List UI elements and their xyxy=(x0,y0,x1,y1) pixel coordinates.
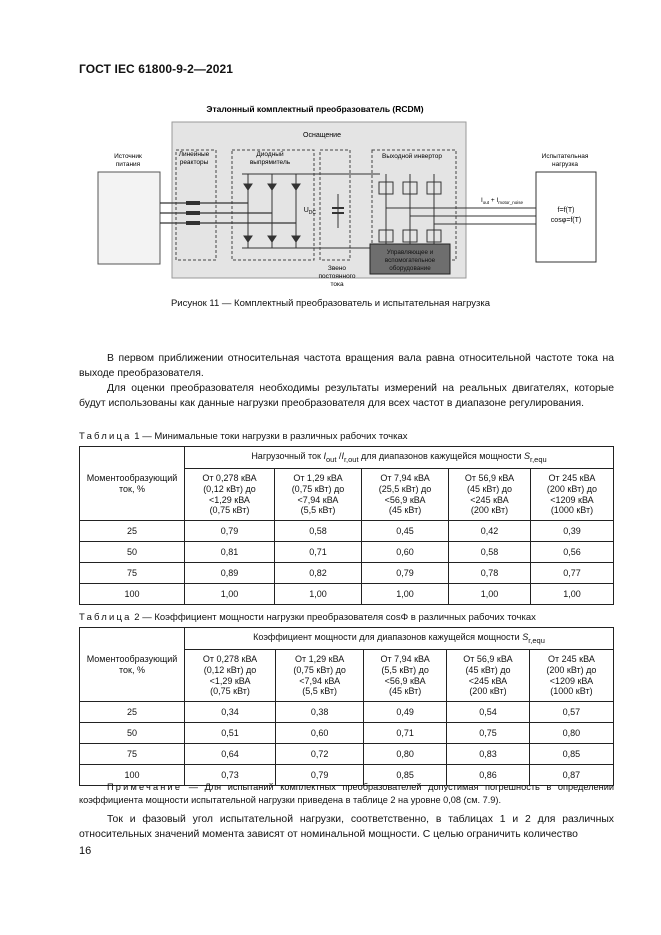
page-number: 16 xyxy=(79,845,92,857)
control-label-2: вспомогательное xyxy=(384,257,436,264)
paragraph-1: В первом приближении относительная частота вращения вала равна относительной частоте тока на выходе преобразователя. xyxy=(79,353,614,380)
iout-label: $I_{out} + I_{motor\_noise}$ xyxy=(480,197,524,205)
output-inverter-label: Выходной инвертор xyxy=(382,153,442,160)
dc-link-label-2: постоянного xyxy=(318,273,356,280)
table-row: 25 0,34 0,38 0,49 0,54 0,57 xyxy=(80,702,614,723)
line-reactors-label-2: реакторы xyxy=(179,159,209,166)
group-header: Коэффициент мощности для диапазонов кажущейся мощности $S_{r,equ}$ xyxy=(185,628,614,650)
table-row: 75 0,89 0,82 0,79 0,78 0,77 xyxy=(80,563,614,584)
table-2-caption: Таблица 2 — Коэффициент мощности нагрузки преобразователя cosΦ в различных рабочих точках xyxy=(79,612,536,623)
switchgear-label: Оснащение xyxy=(303,132,341,139)
range-header: От 245 кВА (200 кВт) до <1209 кВА (1000 кВт) xyxy=(530,469,613,521)
range-header: От 1,29 кВА (0,75 кВт) до <7,94 кВА (5,5 кВт) xyxy=(276,650,364,702)
table-row: 100 1,00 1,00 1,00 1,00 1,00 xyxy=(80,584,614,605)
table-row: 50 0,51 0,60 0,71 0,75 0,80 xyxy=(80,723,614,744)
figure-diagram xyxy=(90,98,610,294)
figure-title: Эталонный комплектный преобразователь (RCDM) xyxy=(206,104,424,114)
diode-rectifier-label-2: выпрямитель xyxy=(249,159,291,166)
table-row: 100 0,73 0,79 0,85 0,86 0,87 xyxy=(80,765,614,786)
range-header: От 56,9 кВА (45 кВт) до <245 кВА (200 кВт) xyxy=(449,469,531,521)
test-load-label: Испытательная xyxy=(541,153,589,160)
table-row: 50 0,81 0,71 0,60 0,58 0,56 xyxy=(80,542,614,563)
line-reactors-label: Линейные xyxy=(178,151,210,158)
table-row: 25 0,79 0,58 0,45 0,42 0,39 xyxy=(80,521,614,542)
figure-caption: Рисунок 11 — Комплектный преобразователь и испытательная нагрузка xyxy=(170,298,491,309)
table-1 xyxy=(79,446,614,605)
range-header: От 7,94 кВА (25,5 кВт) до <56,9 кВА (45 кВт) xyxy=(362,469,449,521)
document-header: ГОСТ IEC 61800-9-2—2021 xyxy=(79,62,234,76)
cos-equation: cosφ=f(T) xyxy=(550,217,582,224)
dc-link-label-3: тока xyxy=(330,281,344,288)
table-row: 75 0,64 0,72 0,80 0,83 0,85 xyxy=(80,744,614,765)
diode-rectifier-label: Диодный xyxy=(256,151,284,158)
group-header: Нагрузочный ток $I_{out}$ $/I_{r,out}$ для диапазонов кажущейся мощности $S_{r,equ}$ xyxy=(185,447,614,469)
f-equation: f=f(T) xyxy=(557,207,575,214)
power-source-box xyxy=(98,172,160,264)
range-header: От 0,278 кВА (0,12 кВт) до <1,29 кВА (0,75 кВт) xyxy=(185,650,276,702)
paragraph-3: Ток и фазовый угол испытательной нагрузки, соответственно, в таблицах 1 и 2 для различных относительных значений момента зависят от номинальной мощности. С целью ограничить количество xyxy=(79,814,614,841)
range-header: От 7,94 кВА (5,5 кВт) до <56,9 кВА (45 кВт) xyxy=(364,650,447,702)
row-header: Моментообразующий ток, % xyxy=(80,447,185,521)
range-header: От 56,9 кВА (45 кВт) до <245 кВА (200 кВт) xyxy=(447,650,530,702)
control-label: Управляющее и xyxy=(386,249,434,256)
source-label: Источник xyxy=(114,153,142,160)
dc-link-label: Звено xyxy=(327,265,347,272)
row-header: Моментообразующий ток, % xyxy=(80,628,185,702)
control-label-3: оборудование xyxy=(389,265,431,272)
udc-label: $U_{DC}$ xyxy=(303,207,316,216)
range-header: От 245 кВА (200 кВт) до <1209 кВА (1000 кВт) xyxy=(529,650,613,702)
range-header: От 1,29 кВА (0,75 кВт) до <7,94 кВА (5,5 кВт) xyxy=(274,469,361,521)
test-load-label-2: нагрузка xyxy=(552,161,578,168)
source-label-2: питания xyxy=(115,161,141,168)
range-header: От 0,278 кВА (0,12 кВт) до <1,29 кВА (0,75 кВт) xyxy=(185,469,275,521)
paragraph-2: Для оценки преобразователя необходимы результаты измерений на реальных двигателях, которые будут использованы как данные нагрузки преобразователя для всех частот в диапазоне регулирования. xyxy=(79,383,614,410)
table-2 xyxy=(79,627,614,786)
table-note: Примечание — Для испытаний комплектных преобразователей допустимая погрешность в определении коэффициента мощности испытательной нагрузки приведена в таблице 2 на уровне 0,08 (см. 7.9). xyxy=(79,782,614,805)
table-1-caption: Таблица 1 — Минимальные токи нагрузки в различных рабочих точках xyxy=(79,431,408,442)
